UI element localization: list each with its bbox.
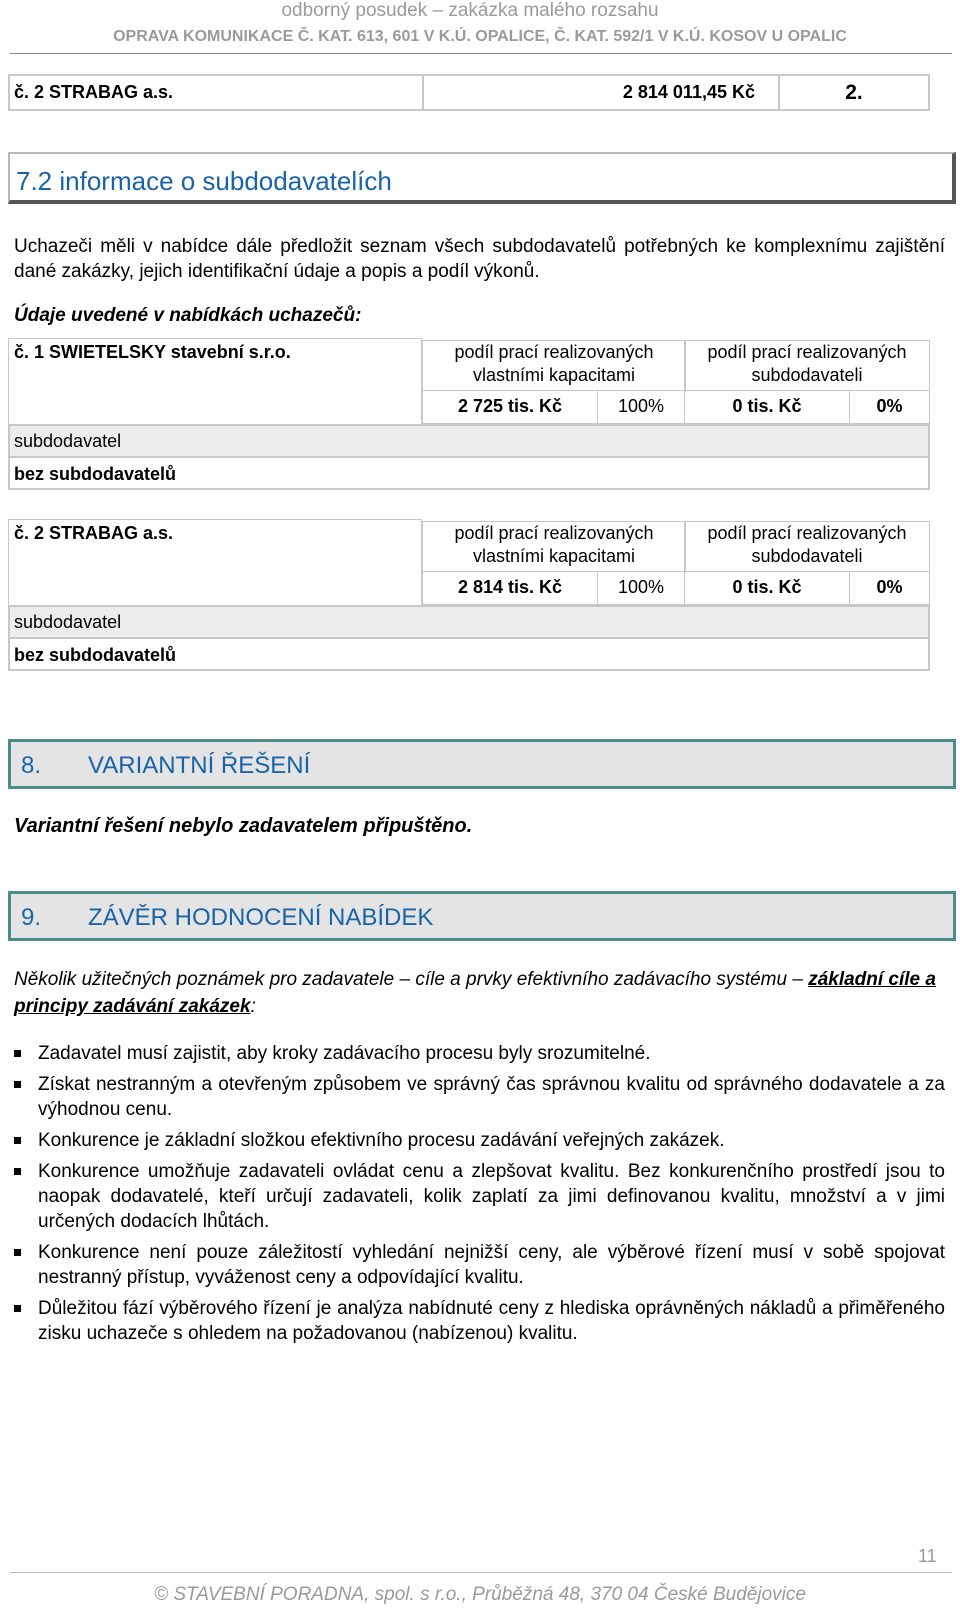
ranking-bidder: č. 2 STRABAG a.s. — [14, 82, 174, 102]
document-header-title: odborný posudek – zakázka malého rozsahu — [281, 0, 659, 21]
subcontractor-share-header: podíl prací realizovaných subdodavateli — [684, 340, 930, 392]
ranking-rank: 2. — [845, 81, 863, 104]
own-capacity-header: podíl prací realizovaných vlastními kapacitami — [422, 340, 686, 392]
own-capacity-header: podíl prací realizovaných vlastními kapacitami — [422, 521, 686, 573]
section-9-intro-underlined: základní cíle a principy zadávání zakázek — [14, 969, 936, 1017]
subcontractor-value-row — [8, 637, 930, 671]
divider — [422, 74, 424, 111]
own-amount: 2 814 tis. Kč — [422, 571, 598, 605]
section-9-heading — [8, 891, 956, 941]
sub-percent: 0% — [849, 571, 930, 605]
list-item: Získat nestranným a otevřeným způsobem ve správný čas správnou kvalitu od správného dodavatele a za výhodnou cenu. — [14, 1072, 945, 1122]
principles-list — [14, 1041, 945, 1352]
list-item: Konkurence umožňuje zadavateli ovládat cenu a zlepšovat kvalitu. Bez konkurenčního prostředí jsou to naopak dodavatelé, kteří určují zadavateli, kolik zaplatí za jimi definovanou kvalitu, množství a v jimi určených dodacích lhůtách. — [14, 1159, 945, 1234]
section-9-intro-prefix: Několik užitečných poznámek pro zadavatele – cíle a prvky efektivního zadávacího systému – — [14, 969, 809, 990]
bidder-table-2 — [8, 519, 930, 671]
section-8-title: VARIANTNÍ ŘEŠENÍ — [88, 752, 311, 779]
subcontractor-value: bez subdodavatelů — [14, 464, 177, 484]
bidder-name: č. 1 SWIETELSKY stavební s.r.o. — [14, 342, 291, 362]
bidder-table-1 — [8, 338, 930, 490]
section-8-text: Variantní řešení nebylo zadavatelem připuštěno. — [14, 815, 473, 837]
sub-amount: 0 tis. Kč — [684, 571, 850, 605]
subcontractor-label-row — [8, 605, 930, 639]
section-9-number: 9. — [21, 904, 42, 931]
section-7-2-title: 7.2 informace o subdodavatelích — [16, 166, 392, 196]
list-item: Konkurence není pouze záležitostí vyhledání nejnižší ceny, ale výběrové řízení musí v sobě spojovat nestranný přístup, vyváženost ceny a odpovídající kvalitu. — [14, 1240, 945, 1290]
section-7-2-subheading: Údaje uvedené v nabídkách uchazečů: — [14, 305, 362, 326]
footer-text: © STAVEBNÍ PORADNA, spol. s r.o., Průběžná 48, 370 04 České Budějovice — [154, 1584, 806, 1605]
sub-amount: 0 tis. Kč — [684, 390, 850, 424]
subcontractor-value-row — [8, 456, 930, 490]
section-9-intro-suffix: : — [250, 996, 256, 1017]
bidder-name: č. 2 STRABAG a.s. — [14, 523, 174, 543]
ranking-price: 2 814 011,45 Kč — [622, 82, 755, 102]
own-amount: 2 725 tis. Kč — [422, 390, 598, 424]
list-item: Zadavatel musí zajistit, aby kroky zadávacího procesu byly srozumitelné. — [14, 1041, 945, 1066]
subcontractor-label: subdodavatel — [14, 431, 122, 451]
section-7-2-heading — [8, 152, 956, 204]
subcontractor-value: bez subdodavatelů — [14, 645, 177, 665]
sub-percent: 0% — [849, 390, 930, 424]
own-percent: 100% — [597, 390, 685, 424]
bidder-name-cell — [8, 338, 422, 426]
list-item: Důležitou fází výběrového řízení je analýza nabídnuté ceny z hlediska oprávněných nákladů a přiměřeného zisku uchazeče s ohledem na požadovanou (nabízenou) kvalitu. — [14, 1296, 945, 1346]
own-percent: 100% — [597, 571, 685, 605]
subcontractor-label-row — [8, 424, 930, 458]
header-divider — [10, 53, 952, 54]
footer-divider — [10, 1572, 952, 1573]
section-7-2-intro: Uchazeči měli v nabídce dále předložit seznam všech subdodavatelů potřebných ke komplexnímu zajištění dané zakázky, jejich identifikační údaje a popis a podíl výkonů. — [14, 236, 945, 282]
document-header-subject: OPRAVA KOMUNIKACE Č. KAT. 613, 601 V K.Ú. OPALICE, Č. KAT. 592/1 V K.Ú. KOSOV U OPALIC — [113, 28, 847, 45]
page-number: 11 — [918, 1546, 937, 1566]
list-item: Konkurence je základní složkou efektivního procesu zadávání veřejných zakázek. — [14, 1128, 945, 1153]
section-8-heading — [8, 739, 956, 789]
section-8-number: 8. — [21, 752, 42, 779]
section-9-title: ZÁVĚR HODNOCENÍ NABÍDEK — [88, 904, 434, 931]
bidder-name-cell — [8, 519, 422, 607]
section-9-intro — [14, 966, 945, 1020]
ranking-row — [8, 74, 930, 111]
subcontractor-label: subdodavatel — [14, 612, 122, 632]
subcontractor-share-header: podíl prací realizovaných subdodavateli — [684, 521, 930, 573]
